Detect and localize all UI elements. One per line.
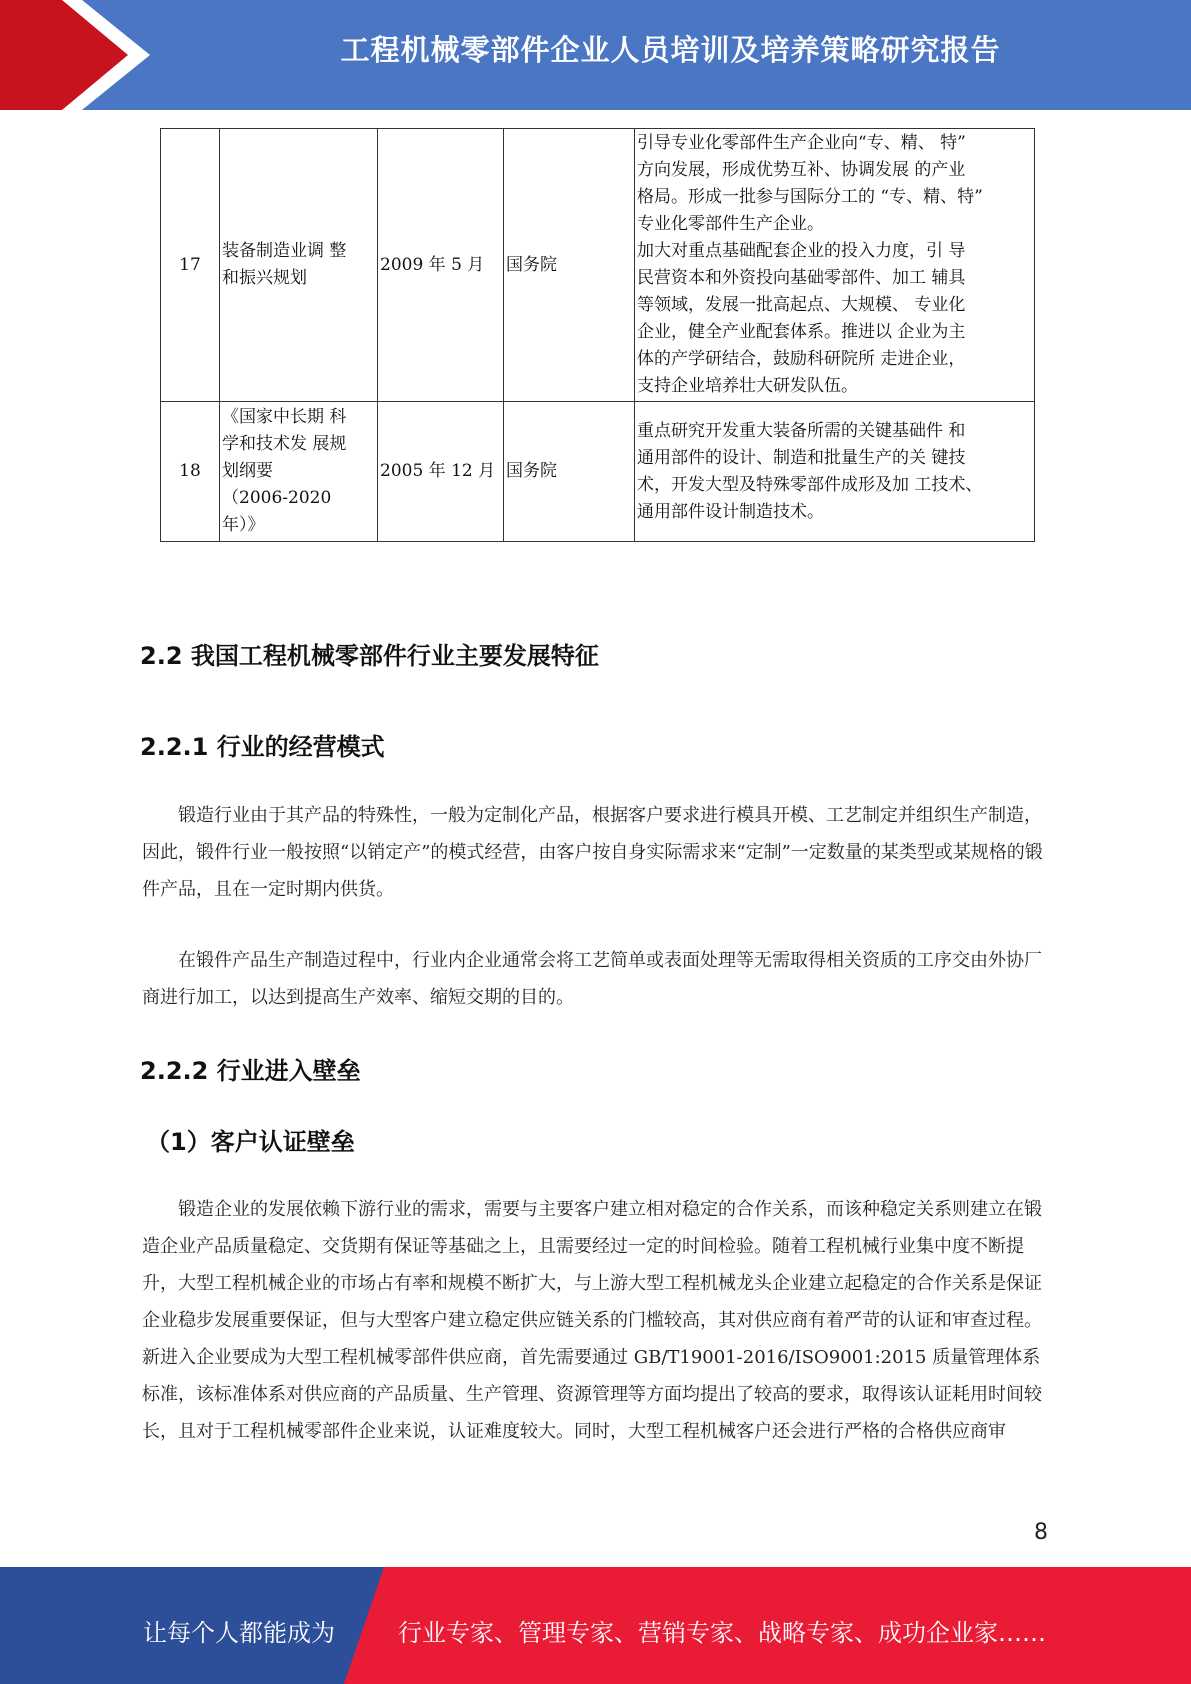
page-number: 8: [1034, 1520, 1048, 1545]
table-row: [161, 129, 1035, 402]
content-line: 重点研究开发重大装备所需的关键基础件 和: [637, 420, 966, 441]
page-footer: [0, 1567, 1191, 1684]
paragraph-customer-certification: 锻造企业的发展依赖下游行业的需求，需要与主要客户建立相对稳定的合作关系，而该种稳定关系则建立在锻造企业产品质量稳定、交货期有保证等基础之上，且需要经过一定的时间检验。随着工程机械行业集中度不断提升，大型工程机械企业的市场占有率和规模不断扩大，与上游大型工程机械龙头企业建立起稳定的合作关系是保证企业稳步发展重要保证，但与大型客户建立稳定供应链关系的门槛较高，其对供应商有着严苛的认证和审查过程。新进入企业要成为大型工程机械零部件供应商，首先需要通过 GB/T19001-2016/ISO9001:2015 质量管理体系标准，该标准体系对供应商的产品质量、生产管理、资源管理等方面均提出了较高的要求，取得该认证耗用时间较长，且对于工程机械零部件企业来说，认证难度较大。同时，大型工程机械客户还会进行严格的合格供应商审: [142, 1199, 1042, 1442]
footer-slogan-list: 行业专家、管理专家、营销专家、战略专家、成功企业家……: [398, 1619, 1046, 1647]
content-line: 引导专业化零部件生产企业向“专、精、 特”: [637, 133, 966, 153]
section-heading-2-2-2: 2.2.2 行业进入壁垒: [140, 1057, 361, 1085]
content-line: 企业，健全产业配套体系。推进以 企业为主: [637, 322, 966, 342]
footer-slogan-lead: 让每个人都能成为: [143, 1619, 335, 1647]
policy-content: [635, 129, 1035, 402]
section-heading-2-2: 2.2 我国工程机械零部件行业主要发展特征: [140, 642, 599, 670]
policy-name-line: 划纲要: [222, 461, 273, 481]
content-line: 方向发展，形成优势互补、协调发展 的产业: [637, 160, 966, 180]
content-line: 民营资本和外资投向基础零部件、加工 辅具: [637, 268, 966, 288]
content-line: 等领域，发展一批高起点、大规模、 专业化: [637, 295, 966, 315]
content-line: 通用部件的设计、制造和批量生产的关 键技: [637, 447, 966, 468]
paragraph-outsourcing: 在锻件产品生产制造过程中，行业内企业通常会将工艺简单或表面处理等无需取得相关资质的工序交由外协厂商进行加工，以达到提高生产效率、缩短交期的目的。: [142, 950, 1042, 1008]
policy-name: [220, 129, 378, 402]
page-header: [0, 0, 1191, 110]
subsection-heading-customer-certification: （1）客户认证壁垒: [146, 1128, 355, 1156]
paragraph-operating-model: 锻造行业由于其产品的特殊性，一般为定制化产品，根据客户要求进行模具开模、工艺制定并组织生产制造，因此，锻件行业一般按照“以销定产”的模式经营，由客户按自身实际需求来“定制”一定数量的某类型或某规格的锻件产品，且在一定时期内供货。: [142, 805, 1043, 900]
policy-name-line: 和振兴规划: [222, 268, 307, 288]
content-line: 格局。形成一批参与国际分工的 “专、精、特”: [637, 187, 983, 207]
content-line: 通用部件设计制造技术。: [637, 501, 824, 522]
issue-date: 2005 年 12 月: [378, 402, 504, 542]
table-row: [161, 402, 1035, 542]
content-line: 术，开发大型及特殊零部件成形及加 工技术、: [637, 474, 983, 495]
policy-name-line: 学和技术发 展规: [222, 434, 347, 454]
policy-table: [160, 128, 1035, 542]
issue-date: 2009 年 5 月: [378, 129, 504, 402]
content-line: 专业化零部件生产企业。: [637, 214, 824, 234]
row-number: 17: [161, 129, 220, 402]
policy-content: [635, 402, 1035, 542]
section-heading-2-2-1: 2.2.1 行业的经营模式: [140, 733, 385, 761]
content-line: 支持企业培养壮大研发队伍。: [637, 376, 858, 396]
row-number: 18: [161, 402, 220, 542]
policy-name-line: 装备制造业调 整: [222, 241, 347, 261]
header-arrow-decoration: [0, 0, 160, 110]
policy-name-line: （2006-2020: [222, 488, 332, 508]
policy-name: [220, 402, 378, 542]
issuing-body: 国务院: [504, 129, 635, 402]
content-line: 加大对重点基础配套企业的投入力度，引 导: [637, 241, 966, 261]
content-line: 体的产学研结合，鼓励科研院所 走进企业，: [637, 349, 966, 369]
policy-name-line: 《国家中长期 科: [222, 407, 347, 427]
report-title: 工程机械零部件企业人员培训及培养策略研究报告: [340, 33, 1001, 67]
policy-name-line: 年）》: [222, 515, 265, 535]
issuing-body: 国务院: [504, 402, 635, 542]
